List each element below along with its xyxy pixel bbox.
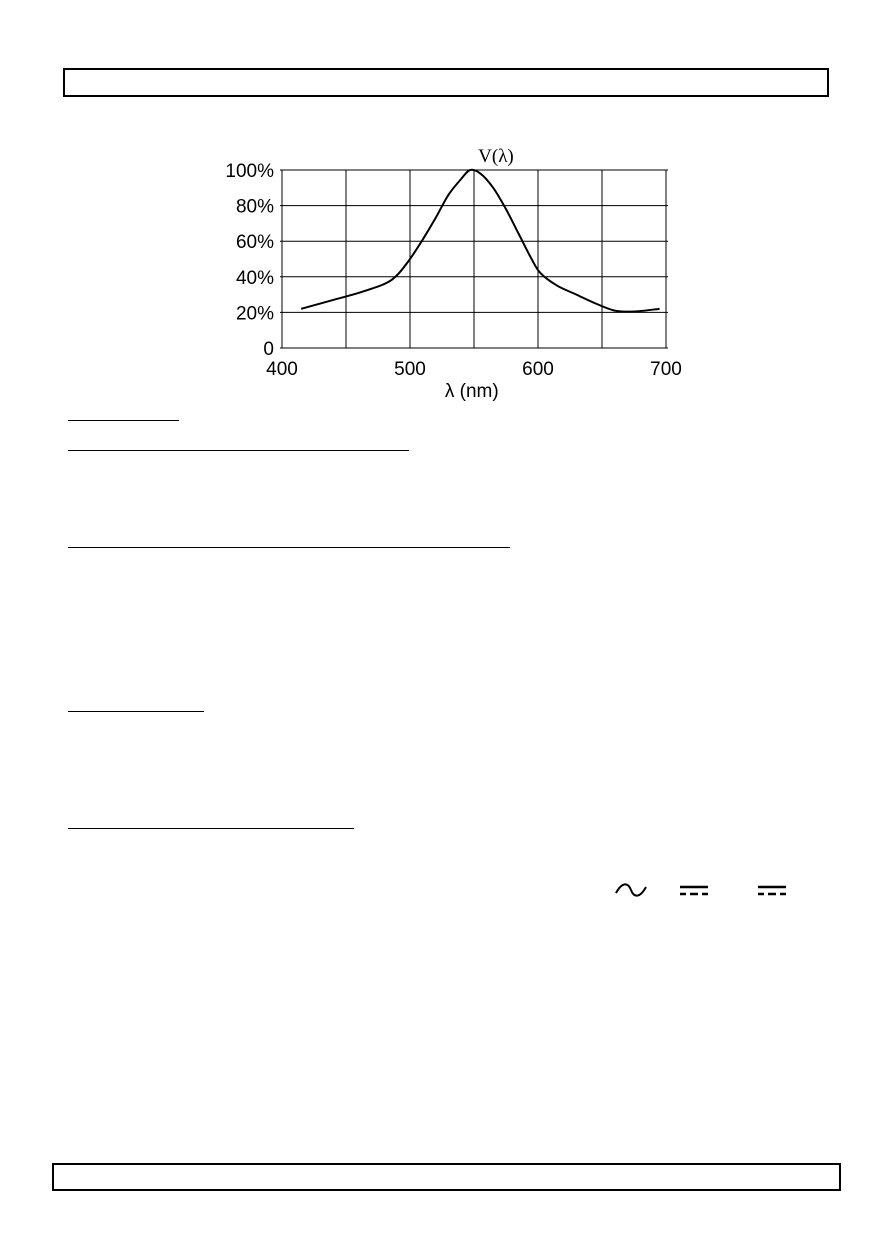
- dc-symbol-icon: [679, 884, 709, 898]
- underline-rule: [68, 420, 179, 421]
- y-tick-labels: [225, 161, 274, 360]
- y-tick-label: 100%: [225, 161, 274, 182]
- x-tick-label: 400: [266, 359, 298, 380]
- header-box: [63, 68, 829, 97]
- y-tick-label: 20%: [235, 303, 274, 325]
- underline-rule: [68, 828, 354, 829]
- x-tick-label: 700: [650, 359, 682, 380]
- ac-symbol-icon: [614, 880, 648, 900]
- dc-symbol-icon: [757, 884, 787, 898]
- luminosity-chart: [200, 140, 690, 405]
- y-tick-label: 40%: [235, 267, 274, 289]
- x-tick-label: 600: [522, 359, 554, 380]
- y-tick-label: 80%: [235, 196, 274, 218]
- x-tick-labels: [266, 359, 682, 380]
- x-axis-label: λ (nm): [444, 381, 499, 402]
- grid: [280, 170, 668, 348]
- x-tick-label: 500: [394, 359, 426, 380]
- series-label: V(λ): [478, 146, 514, 167]
- y-tick-label: 0: [263, 339, 274, 360]
- underline-rule: [68, 450, 409, 451]
- underline-rule: [68, 711, 204, 712]
- underline-rule: [68, 547, 510, 548]
- footer-box: [52, 1163, 841, 1191]
- y-tick-label: 60%: [235, 232, 274, 254]
